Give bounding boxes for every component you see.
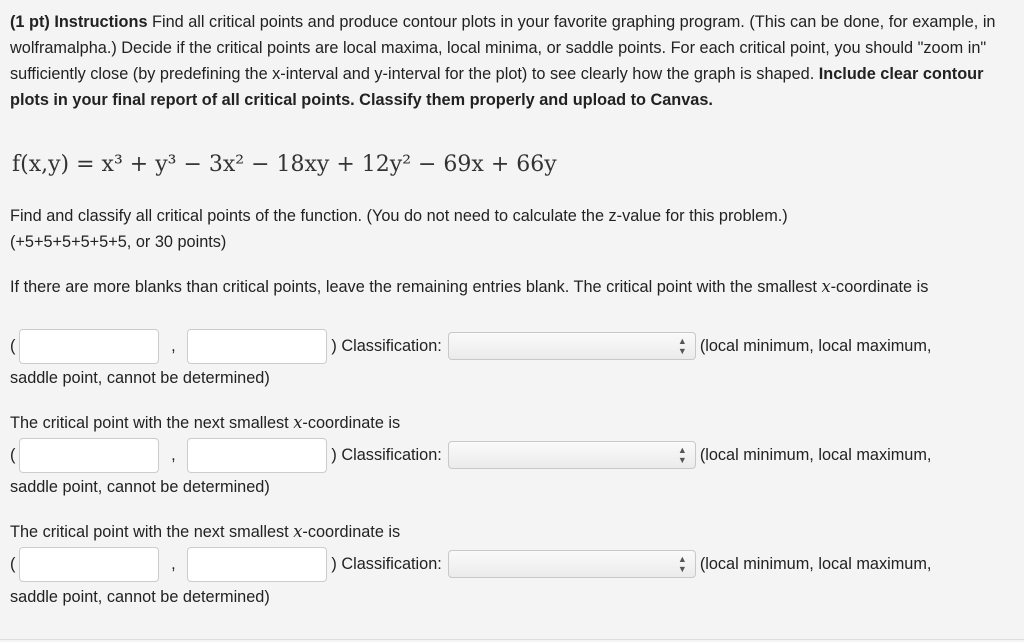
critical-point-row-3: ( , ) Classification: ▲ ▼ (local minimum, local maximum, [10, 544, 1010, 584]
options-hint: saddle point, cannot be determined) [10, 588, 270, 606]
instructions: (1 pt) Instructions Find all critical points and produce contour plots in your favorite graphing program. (This can be done, for example, in wolframalpha.) Decide if the critical points are local maxima, local minima, or saddle points. For each critical point, you should "zoom in" sufficiently close (by predefining the x-interval and y-interval for the plot) to see clearly how the graph is shaped. Include clear contour plots in your final report of all critical points. Classify them properly and upload to Canvas. [10, 13, 996, 109]
options-hint: saddle point, cannot be determined) [10, 478, 270, 496]
next-label-3: The critical point with the next smallest x-coordinate is [10, 522, 401, 541]
classification-select-2[interactable] [448, 441, 696, 469]
classification-select-3[interactable] [448, 550, 696, 578]
divider [0, 639, 1024, 640]
select-arrows-icon: ▲ ▼ [677, 445, 687, 465]
y-coordinate-input-3[interactable] [187, 547, 327, 582]
y-coordinate-input-2[interactable] [187, 438, 327, 473]
next-label-2: The critical point with the next smallest x-coordinate is [10, 413, 401, 432]
problem-statement: Find and classify all critical points of the function. (You do not need to calculate the z-value for this problem.) (+5+5+5+5+5+5, or 30 points) [10, 207, 788, 251]
select-arrows-icon: ▲ ▼ [677, 336, 687, 356]
select-arrows-icon: ▲ ▼ [677, 554, 687, 574]
x-coordinate-input-2[interactable] [19, 438, 159, 473]
classification-select-1[interactable] [448, 332, 696, 360]
intro-text: If there are more blanks than critical points, leave the remaining entries blank. The critical point with the smallest x-coordinate is [10, 277, 929, 296]
x-coordinate-input-3[interactable] [19, 547, 159, 582]
x-coordinate-input-1[interactable] [19, 329, 159, 364]
y-coordinate-input-1[interactable] [187, 329, 327, 364]
function-formula: f(x,y) = x³ + y³ − 3x² − 18xy + 12y² − 69x + 66y [12, 152, 557, 177]
critical-point-row-2: ( , ) Classification: ▲ ▼ (local minimum, local maximum, [10, 435, 1010, 475]
critical-point-row-1: ( , ) Classification: ▲ ▼ (local minimum, local maximum, [10, 326, 1010, 366]
options-hint: saddle point, cannot be determined) [10, 369, 270, 387]
